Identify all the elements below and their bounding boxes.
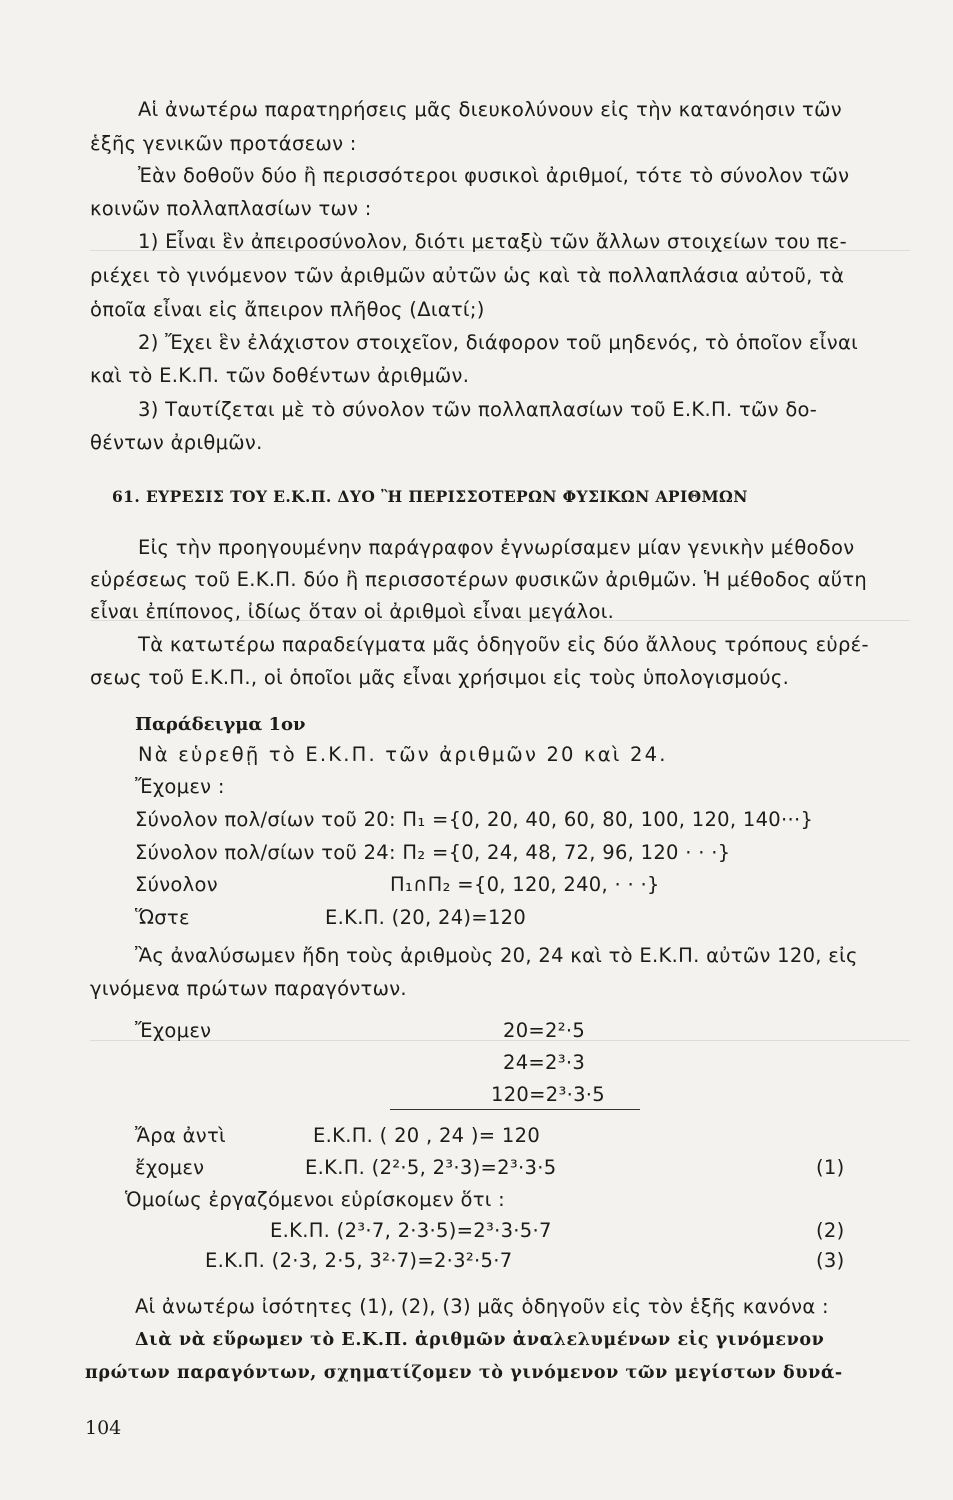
factorization: 24=2³·3 xyxy=(503,1051,586,1074)
text-line: Ε.Κ.Π. (20, 24)=120 xyxy=(325,906,527,929)
text-line: Ε.Κ.Π. ( 20 , 24 )= 120 xyxy=(313,1124,541,1147)
factorization: 120=2³·3·5 xyxy=(491,1083,605,1106)
text-line: Ὁμοίως ἐργαζόμενοι εὑρίσκομεν ὅτι : xyxy=(125,1188,506,1211)
text-line: Ἔχομεν : xyxy=(135,775,225,798)
text-line: Τὰ κατωτέρω παραδείγματα μᾶς ὁδηγοῦν εἰς δύο ἄλλους τρόπους εὑρέ- xyxy=(138,633,869,656)
text-line: ἔχομεν xyxy=(135,1156,205,1179)
text-line: ἑξῆς γενικῶν προτάσεων : xyxy=(90,132,357,155)
text-line: Ἐὰν δοθοῦν δύο ἢ περισσότεροι φυσικοὶ ἀριθμοί, τότε τὸ σύνολον τῶν xyxy=(138,164,850,187)
text-line: εὑρέσεως τοῦ Ε.Κ.Π. δύο ἢ περισσοτέρων φυσικῶν ἀριθμῶν. Ἡ μέθοδος αὕτη xyxy=(90,568,868,591)
page-number: 104 xyxy=(85,1417,122,1439)
text-line: 1) Εἶναι ἓν ἀπειροσύνολον, διότι μεταξὺ τῶν ἄλλων στοιχείων του πε- xyxy=(138,230,847,253)
set-line-value: Π₁∩Π₂ ={0, 120, 240, · · ·} xyxy=(390,873,660,896)
text-line: ριέχει τὸ γινόμενον τῶν ἀριθμῶν αὐτῶν ὡς καὶ τὰ πολλαπλάσια αὐτοῦ, τὰ xyxy=(90,264,845,287)
text-line: Αἱ ἀνωτέρω παρατηρήσεις μᾶς διευκολύνουν εἰς τὴν κατανόησιν τῶν xyxy=(138,98,842,121)
text-line: θέντων ἀριθμῶν. xyxy=(90,431,263,454)
bleed-through xyxy=(90,1040,910,1041)
section-heading: 61. ΕΥΡΕΣΙΣ ΤΟΥ Ε.Κ.Π. ΔΥΟ Ἢ ΠΕΡΙΣΣΟΤΕΡΩΝ ΦΥΣΙΚΩΝ ΑΡΙΘΜΩΝ xyxy=(112,487,748,506)
equation-number: (2) xyxy=(816,1219,845,1242)
text-line: Ἄρα ἀντὶ xyxy=(135,1124,226,1147)
divider-rule xyxy=(390,1109,640,1110)
rule-text: Διὰ νὰ εὕρωμεν τὸ Ε.Κ.Π. ἀριθμῶν ἀναλελυμένων εἰς γινόμενον xyxy=(135,1330,825,1350)
text-line: Αἱ ἀνωτέρω ἰσότητες (1), (2), (3) μᾶς ὁδηγοῦν εἰς τὸν ἑξῆς κανόνα : xyxy=(135,1295,829,1318)
set-line: Σύνολον πολ/σίων τοῦ 24: Π₂ ={0, 24, 48, 72, 96, 120 · · ·} xyxy=(135,841,731,864)
text-line: Ε.Κ.Π. (2·3, 2·5, 3²·7)=2·3²·5·7 xyxy=(205,1249,513,1272)
example-task: Νὰ εὑρεθῇ τὸ Ε.Κ.Π. τῶν ἀριθμῶν 20 καὶ 24. xyxy=(138,743,668,766)
equation-number: (1) xyxy=(816,1156,845,1179)
text-line: εἶναι ἐπίπονος, ἰδίως ὅταν οἱ ἀριθμοὶ εἶναι μεγάλοι. xyxy=(90,600,615,623)
text-line: Εἰς τὴν προηγουμένην παράγραφον ἐγνωρίσαμεν μίαν γενικὴν μέθοδον xyxy=(138,536,855,559)
text-line: Ἂς ἀναλύσωμεν ἤδη τοὺς ἀριθμοὺς 20, 24 καὶ τὸ Ε.Κ.Π. αὐτῶν 120, εἰς xyxy=(135,944,858,967)
text-line: κοινῶν πολλαπλασίων των : xyxy=(90,197,372,220)
rule-text: πρώτων παραγόντων, σχηματίζομεν τὸ γινόμενον τῶν μεγίστων δυνά- xyxy=(85,1363,843,1383)
text-line: Ἔχομεν xyxy=(135,1019,212,1042)
equation-number: (3) xyxy=(816,1249,845,1272)
set-line: Σύνολον πολ/σίων τοῦ 20: Π₁ ={0, 20, 40, 60, 80, 100, 120, 140···} xyxy=(135,808,814,831)
text-line: 3) Ταυτίζεται μὲ τὸ σύνολον τῶν πολλαπλασίων τοῦ Ε.Κ.Π. τῶν δο- xyxy=(138,398,818,421)
text-line: Ε.Κ.Π. (2³·7, 2·3·5)=2³·3·5·7 xyxy=(270,1219,552,1242)
text-line: Ε.Κ.Π. (2²·5, 2³·3)=2³·3·5 xyxy=(305,1156,557,1179)
text-line: γινόμενα πρώτων παραγόντων. xyxy=(90,977,407,1000)
text-line: 2) Ἔχει ἓν ἐλάχιστον στοιχεῖον, διάφορον τοῦ μηδενός, τὸ ὁποῖον εἶναι xyxy=(138,331,859,354)
set-line-label: Σύνολον xyxy=(135,873,218,896)
example-title: Παράδειγμα 1ον xyxy=(135,714,306,735)
factorization: 20=2²·5 xyxy=(503,1019,586,1042)
text-line: Ὥστε xyxy=(135,906,190,929)
text-line: καὶ τὸ Ε.Κ.Π. τῶν δοθέντων ἀριθμῶν. xyxy=(90,364,470,387)
text-line: ὁποῖα εἶναι εἰς ἄπειρον πλῆθος (Διατί;) xyxy=(90,298,485,321)
text-line: σεως τοῦ Ε.Κ.Π., οἱ ὁποῖοι μᾶς εἶναι χρήσιμοι εἰς τοὺς ὑπολογισμούς. xyxy=(90,666,790,689)
